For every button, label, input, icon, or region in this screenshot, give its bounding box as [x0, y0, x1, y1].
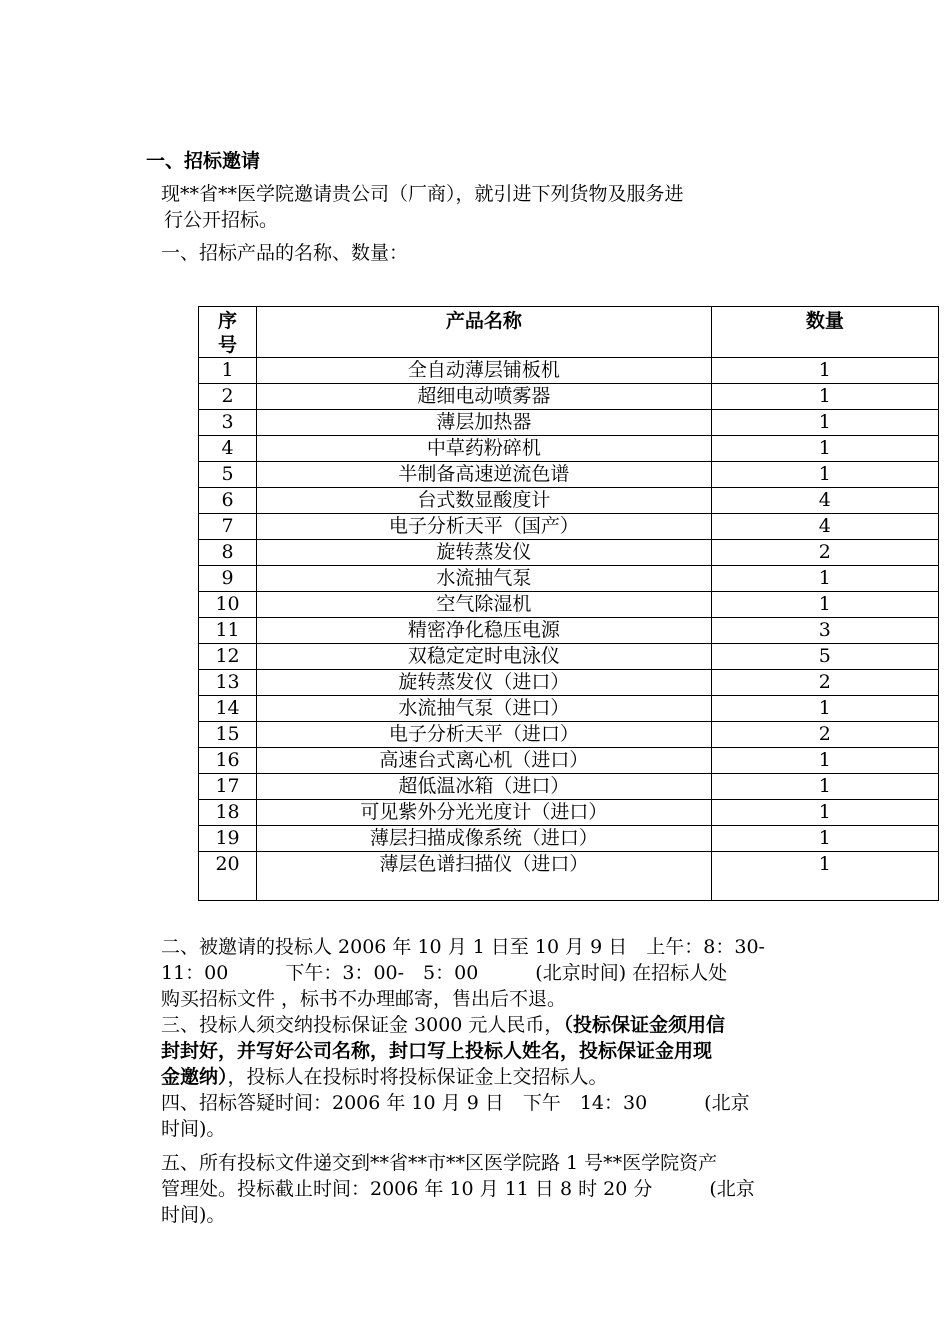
cell-seq: 13	[199, 670, 257, 696]
terms-line: 管理处。投标截止时间：2006 年 10 月 11 日 8 时 20 分 (北京	[161, 1178, 755, 1200]
table-row	[199, 488, 939, 514]
cell-seq: 1	[199, 358, 257, 384]
terms-bold-text: 金邀纳）	[161, 1066, 228, 1088]
terms-item-3	[161, 1012, 821, 1090]
terms-line: 时间)。	[161, 1118, 226, 1140]
terms-line: 时间)。	[161, 1204, 226, 1226]
table-row	[199, 384, 939, 410]
cell-name: 双稳定定时电泳仪	[257, 644, 712, 670]
cell-qty: 4	[711, 488, 938, 514]
terms-bold-text: 封封好，并写好公司名称，封口写上投标人姓名，投标保证金用现	[161, 1040, 713, 1062]
cell-seq: 6	[199, 488, 257, 514]
table-row	[199, 566, 939, 592]
cell-name: 水流抽气泵（进口）	[257, 696, 712, 722]
cell-seq: 11	[199, 618, 257, 644]
cell-qty: 1	[711, 696, 938, 722]
cell-qty: 1	[711, 462, 938, 488]
table-row	[199, 800, 939, 826]
terms-line: 11：00 下午：3：00- 5：00 (北京时间) 在招标人处	[161, 962, 728, 984]
terms-item-5	[161, 1150, 821, 1228]
cell-name: 旋转蒸发仪（进口）	[257, 670, 712, 696]
table-row	[199, 540, 939, 566]
terms-text: ，投标人在投标时将投标保证金上交招标人。	[227, 1066, 608, 1088]
cell-qty: 1	[711, 566, 938, 592]
cell-qty: 1	[711, 358, 938, 384]
header-qty: 数量	[711, 307, 938, 358]
cell-seq: 2	[199, 384, 257, 410]
cell-name: 超细电动喷雾器	[257, 384, 712, 410]
cell-name: 薄层色谱扫描仪（进口）	[257, 852, 712, 901]
terms-section	[161, 934, 821, 1228]
section-heading: 一、招标邀请	[146, 150, 261, 172]
table-row	[199, 592, 939, 618]
cell-qty: 1	[711, 852, 938, 901]
cell-qty: 1	[711, 384, 938, 410]
cell-name: 电子分析天平（国产）	[257, 514, 712, 540]
cell-name: 旋转蒸发仪	[257, 540, 712, 566]
cell-qty: 2	[711, 722, 938, 748]
cell-name: 精密净化稳压电源	[257, 618, 712, 644]
cell-name: 超低温冰箱（进口）	[257, 774, 712, 800]
table-row	[199, 670, 939, 696]
intro-line: 行公开招标。	[164, 209, 279, 231]
products-subheading: 一、招标产品的名称、数量：	[161, 242, 409, 264]
cell-qty: 1	[711, 774, 938, 800]
terms-text: 三、投标人须交纳投标保证金 3000 元人民币，	[161, 1014, 564, 1036]
table-row	[199, 462, 939, 488]
cell-name: 电子分析天平（进口）	[257, 722, 712, 748]
cell-seq: 5	[199, 462, 257, 488]
cell-seq: 7	[199, 514, 257, 540]
terms-line: 二、被邀请的投标人 2006 年 10 月 1 日至 10 月 9 日 上午：8：30-	[161, 936, 765, 958]
cell-name: 水流抽气泵	[257, 566, 712, 592]
cell-seq: 20	[199, 852, 257, 901]
cell-seq: 8	[199, 540, 257, 566]
cell-seq: 10	[199, 592, 257, 618]
cell-seq: 15	[199, 722, 257, 748]
terms-line: 五、所有投标文件递交到**省**市**区医学院路 1 号**医学院资产	[161, 1152, 718, 1174]
table-row	[199, 436, 939, 462]
header-seq: 序 号	[199, 307, 257, 358]
cell-qty: 5	[711, 644, 938, 670]
table-row	[199, 696, 939, 722]
cell-seq: 14	[199, 696, 257, 722]
cell-qty: 1	[711, 592, 938, 618]
cell-name: 可见紫外分光光度计（进口）	[257, 800, 712, 826]
cell-seq: 17	[199, 774, 257, 800]
cell-seq: 16	[199, 748, 257, 774]
cell-name: 空气除湿机	[257, 592, 712, 618]
cell-qty: 2	[711, 670, 938, 696]
cell-qty: 1	[711, 436, 938, 462]
terms-line: 购买招标文件 ，标书不办理邮寄，售出后不退。	[161, 988, 567, 1010]
intro-line: 现**省**医学院邀请贵公司（厂商），就引进下列货物及服务进	[161, 183, 684, 205]
cell-seq: 18	[199, 800, 257, 826]
cell-name: 台式数显酸度计	[257, 488, 712, 514]
cell-qty: 2	[711, 540, 938, 566]
terms-item-2	[161, 934, 821, 1012]
cell-name: 薄层加热器	[257, 410, 712, 436]
table-row	[199, 644, 939, 670]
table-row	[199, 748, 939, 774]
cell-qty: 1	[711, 410, 938, 436]
cell-seq: 19	[199, 826, 257, 852]
table-row	[199, 410, 939, 436]
cell-qty: 1	[711, 748, 938, 774]
intro-paragraph	[161, 181, 801, 233]
table-row	[199, 514, 939, 540]
table-row	[199, 618, 939, 644]
terms-item-4	[161, 1090, 821, 1142]
cell-name: 中草药粉碎机	[257, 436, 712, 462]
cell-seq: 9	[199, 566, 257, 592]
cell-name: 薄层扫描成像系统（进口）	[257, 826, 712, 852]
terms-bold-text: （投标保证金须用信	[563, 1014, 725, 1036]
table-row	[199, 852, 939, 901]
cell-seq: 12	[199, 644, 257, 670]
cell-qty: 3	[711, 618, 938, 644]
table-row	[199, 826, 939, 852]
cell-qty: 4	[711, 514, 938, 540]
cell-qty: 1	[711, 826, 938, 852]
table-header-row	[199, 307, 939, 358]
table-body	[199, 358, 939, 901]
cell-seq: 4	[199, 436, 257, 462]
cell-qty: 1	[711, 800, 938, 826]
table-row	[199, 774, 939, 800]
cell-name: 高速台式离心机（进口）	[257, 748, 712, 774]
cell-name: 全自动薄层铺板机	[257, 358, 712, 384]
terms-line: 四、招标答疑时间：2006 年 10 月 9 日 下午 14：30 (北京	[161, 1092, 750, 1114]
cell-seq: 3	[199, 410, 257, 436]
products-table	[198, 306, 939, 901]
table-row	[199, 722, 939, 748]
cell-name: 半制备高速逆流色谱	[257, 462, 712, 488]
table-row	[199, 358, 939, 384]
header-name: 产品名称	[257, 307, 712, 358]
